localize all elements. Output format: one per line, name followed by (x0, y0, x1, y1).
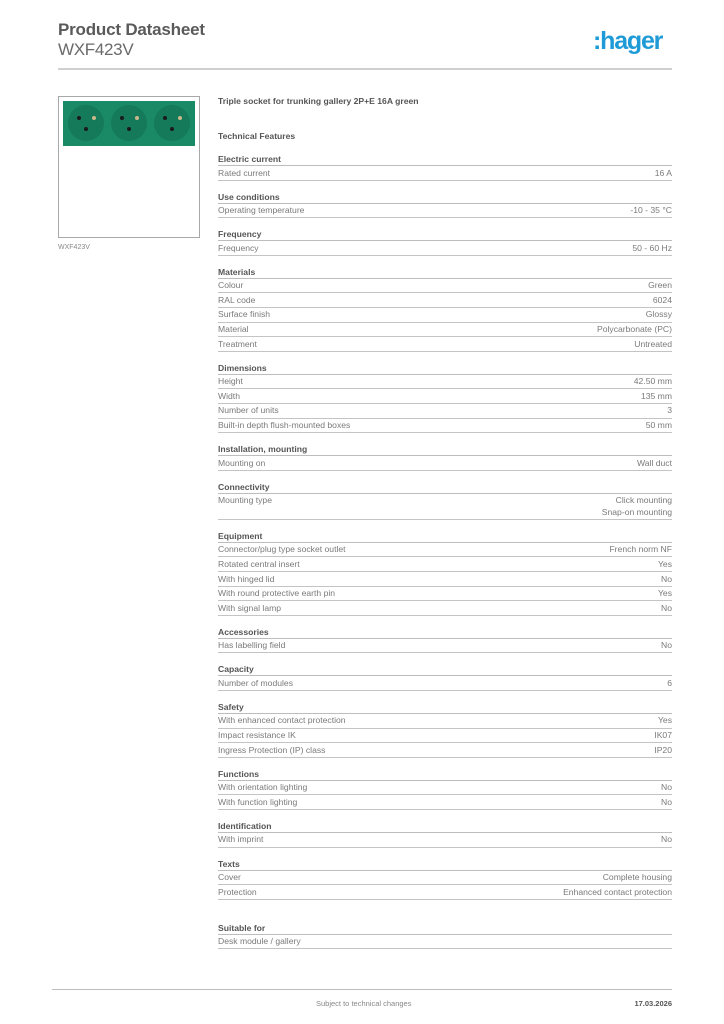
spec-row (218, 241, 672, 256)
spec-value (602, 495, 672, 518)
spec-label: Desk module / gallery (218, 936, 301, 947)
technical-content (218, 96, 672, 960)
spec-value (658, 559, 672, 571)
spec-label: With function lighting (218, 796, 298, 807)
spec-value (654, 745, 672, 757)
spec-section (218, 482, 672, 520)
footer-divider (52, 989, 672, 990)
spec-label: Number of units (218, 405, 279, 416)
section-title: Connectivity (218, 482, 672, 494)
spec-label: With orientation lighting (218, 782, 308, 793)
spec-value (630, 205, 672, 217)
section-title: Texts (218, 859, 672, 871)
spec-label: Has labelling field (218, 640, 286, 651)
section-title: Functions (218, 769, 672, 781)
footer-note: Subject to technical changes (316, 999, 412, 1008)
section-title: Frequency (218, 229, 672, 241)
spec-row (218, 795, 672, 810)
spec-value (648, 280, 672, 292)
spec-label: With hinged lid (218, 573, 275, 584)
spec-label: Cover (218, 872, 241, 883)
document-header (58, 20, 205, 59)
spec-value-line: Green (648, 280, 672, 291)
spec-label: Colour (218, 280, 244, 291)
spec-row (218, 871, 672, 886)
feature-sections (218, 154, 672, 900)
spec-section (218, 769, 672, 810)
spec-value (641, 391, 672, 403)
product-image (58, 96, 200, 238)
spec-value-line: 3 (667, 405, 672, 416)
spec-value-line: Polycarbonate (PC) (597, 324, 672, 335)
spec-section (218, 267, 672, 352)
spec-label: Mounting on (218, 457, 266, 468)
spec-row (218, 743, 672, 758)
spec-section (218, 154, 672, 181)
product-description: Triple socket for trunking gallery 2P+E 16A green (218, 96, 419, 106)
spec-value-line: Yes (657, 558, 672, 569)
spec-value-line: Enhanced contact protection (563, 886, 672, 897)
spec-label: With imprint (218, 834, 264, 845)
spec-value-line: No (661, 782, 672, 793)
spec-row (218, 279, 672, 294)
spec-section (218, 627, 672, 654)
spec-row (218, 572, 672, 587)
section-title: Dimensions (218, 363, 672, 375)
spec-value-line: Yes (657, 715, 672, 726)
spec-label: Width (218, 390, 240, 401)
triple-socket-image (63, 101, 195, 146)
footer-date: 17.03.2026 (634, 999, 672, 1008)
spec-label: Frequency (218, 242, 259, 253)
spec-label: Surface finish (218, 309, 271, 320)
spec-value (637, 458, 672, 470)
spec-row (218, 494, 672, 520)
spec-row (218, 935, 672, 950)
socket-outlet-icon (111, 105, 147, 141)
spec-label: Operating temperature (218, 205, 305, 216)
spec-label: Rated current (218, 167, 271, 178)
spec-label: Rotated central insert (218, 558, 300, 569)
spec-value (667, 405, 672, 417)
section-title: Suitable for (218, 923, 672, 935)
spec-value-line: 16 A (654, 167, 672, 178)
spec-row (218, 729, 672, 744)
spec-row (218, 676, 672, 691)
spec-value-line: Glossy (645, 309, 672, 320)
spec-value (634, 376, 672, 388)
spec-section (218, 664, 672, 691)
spec-value (646, 420, 672, 432)
section-title: Safety (218, 702, 672, 714)
spec-value (632, 243, 672, 255)
spec-value (661, 603, 672, 615)
spec-row (218, 714, 672, 729)
spec-value (609, 544, 672, 556)
spec-row (218, 543, 672, 558)
spec-value (661, 574, 672, 586)
spec-row (218, 885, 672, 900)
spec-value-line: -10 - 35 °C (630, 205, 672, 216)
spec-row (218, 781, 672, 796)
socket-outlet-icon (68, 105, 104, 141)
spec-value (654, 730, 672, 742)
spec-label: Impact resistance IK (218, 730, 296, 741)
spec-label: With round protective earth pin (218, 588, 336, 599)
spec-row (218, 166, 672, 181)
spec-value-line: 6024 (652, 294, 672, 305)
section-title: Materials (218, 267, 672, 279)
spec-value-line: IK07 (654, 730, 672, 741)
spec-row (218, 557, 672, 572)
spec-value-line: 135 mm (640, 390, 672, 401)
spec-label: Connector/plug type socket outlet (218, 544, 346, 555)
spec-row (218, 389, 672, 404)
spec-section (218, 859, 672, 900)
spec-value-line: Untreated (634, 338, 672, 349)
spec-value (597, 324, 672, 336)
spec-value-line: 6 (667, 677, 672, 688)
spec-row (218, 293, 672, 308)
spec-label: Height (218, 376, 243, 387)
spec-value-line: Click mounting (615, 495, 672, 506)
spec-label: With enhanced contact protection (218, 715, 346, 726)
spec-value (661, 797, 672, 809)
spec-section (218, 531, 672, 616)
spec-value (634, 339, 672, 351)
spec-label: RAL code (218, 294, 256, 305)
hager-logo: :hager (593, 27, 663, 55)
spec-row (218, 456, 672, 471)
section-title: Installation, mounting (218, 444, 672, 456)
spec-value-line: IP20 (654, 744, 672, 755)
spec-section (218, 821, 672, 848)
section-title: Capacity (218, 664, 672, 676)
spec-value-line: 50 mm (645, 420, 672, 431)
spec-value-line: No (661, 573, 672, 584)
section-title: Accessories (218, 627, 672, 639)
spec-row (218, 587, 672, 602)
technical-features-heading: Technical Features (218, 131, 296, 141)
spec-label: Built-in depth flush-mounted boxes (218, 420, 351, 431)
spec-value (658, 588, 672, 600)
spec-value-line: No (661, 834, 672, 845)
spec-row (218, 601, 672, 616)
spec-value-line: French norm NF (609, 544, 672, 555)
spec-row (218, 833, 672, 848)
spec-value (661, 834, 672, 846)
spec-value (661, 782, 672, 794)
spec-value-line: Complete housing (602, 872, 672, 883)
section-title: Equipment (218, 531, 672, 543)
spec-value-line: No (661, 640, 672, 651)
spec-value (603, 872, 672, 884)
header-divider (58, 68, 672, 70)
socket-outlet-icon (154, 105, 190, 141)
spec-value (667, 678, 672, 690)
spec-value-line: Yes (657, 588, 672, 599)
spec-row (218, 639, 672, 654)
spec-value-line: Snap-on mounting (601, 506, 672, 517)
spec-value-line: No (661, 796, 672, 807)
spec-row (218, 404, 672, 419)
spec-row (218, 375, 672, 390)
document-title: Product Datasheet (58, 20, 205, 39)
spec-label: Number of modules (218, 677, 293, 688)
spec-row (218, 419, 672, 434)
section-title: Electric current (218, 154, 672, 166)
spec-value-line: 42.50 mm (633, 376, 672, 387)
spec-row (218, 308, 672, 323)
spec-value (655, 168, 672, 180)
spec-label: Mounting type (218, 495, 272, 506)
spec-value (658, 715, 672, 727)
spec-row (218, 204, 672, 219)
spec-section (218, 192, 672, 219)
spec-value-line: No (661, 602, 672, 613)
section-title: Use conditions (218, 192, 672, 204)
image-caption: WXF423V (58, 244, 90, 251)
spec-value (661, 640, 672, 652)
spec-section (218, 702, 672, 758)
spec-row (218, 323, 672, 338)
spec-label: Treatment (218, 338, 257, 349)
product-code: WXF423V (58, 40, 134, 59)
spec-value (563, 887, 672, 899)
spec-value-line: 50 - 60 Hz (632, 242, 672, 253)
spec-label: Ingress Protection (IP) class (218, 744, 326, 755)
section-title: Identification (218, 821, 672, 833)
spec-section (218, 444, 672, 471)
spec-row (218, 337, 672, 352)
spec-label: Material (218, 324, 249, 335)
spec-value (646, 309, 672, 321)
spec-value-line: Wall duct (636, 457, 672, 468)
spec-value (653, 295, 672, 307)
spec-label: With signal lamp (218, 602, 282, 613)
spec-label: Protection (218, 886, 257, 897)
suitable-for-section (218, 923, 672, 950)
spec-section (218, 229, 672, 256)
spec-section (218, 363, 672, 433)
